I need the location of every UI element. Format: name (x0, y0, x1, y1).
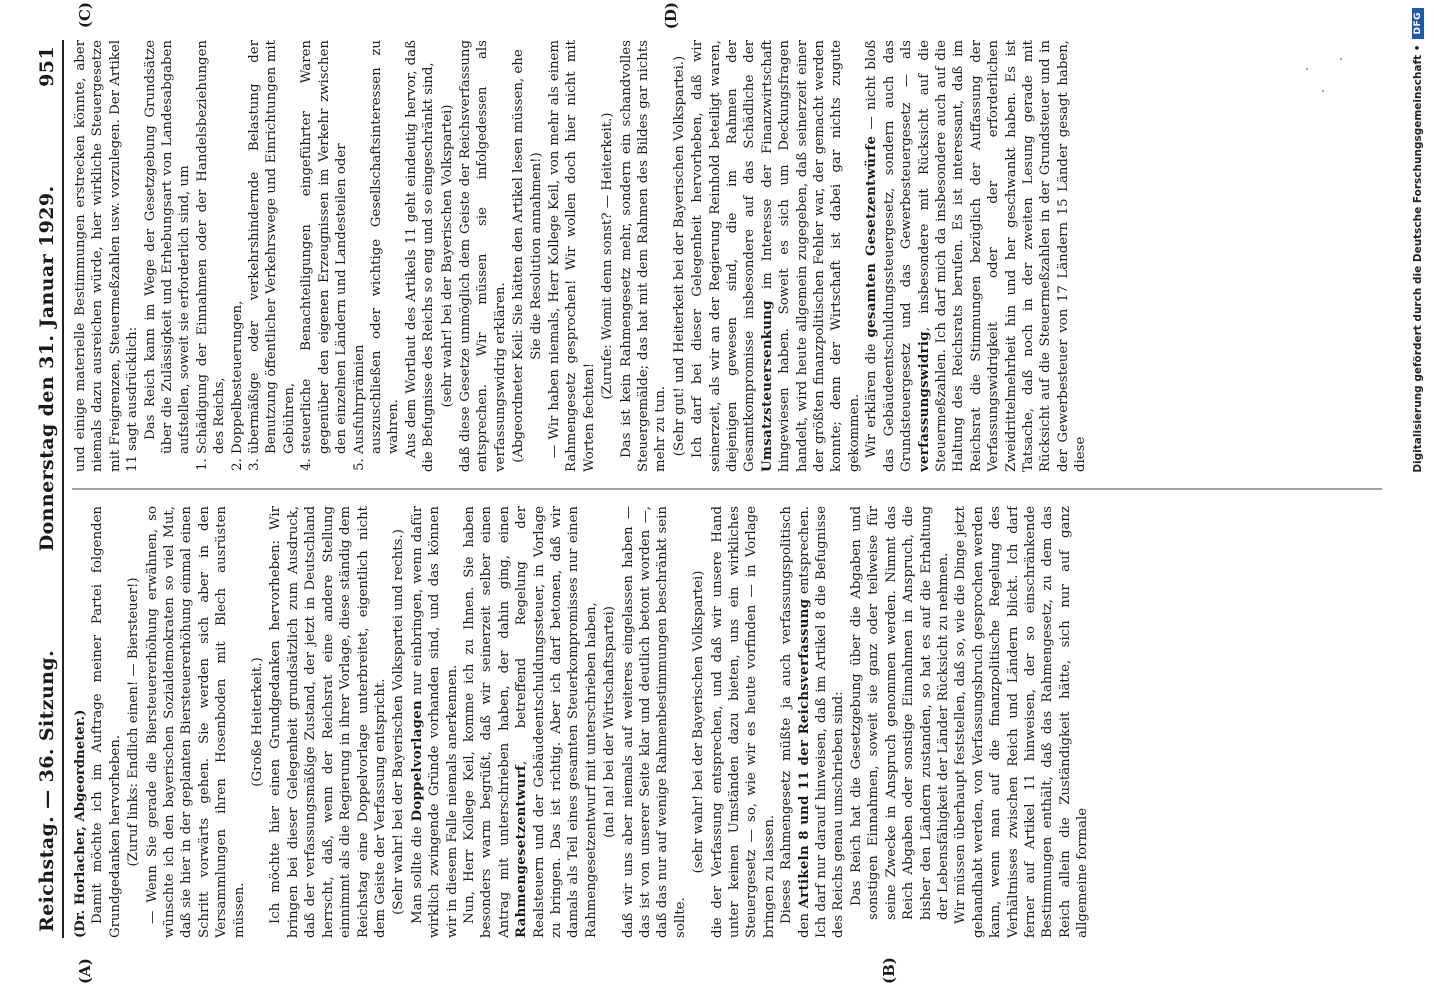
list-item: 4. steuerliche Benachteiligungen eingeführter Waren gegenüber den eigenen Erzeugnissen im Verkehr zwischen den einzelnen Ländern und Landesteilen oder (298, 40, 350, 454)
margin-marker-c: (C) (76, 2, 94, 29)
scan-speck (1340, 58, 1342, 60)
paragraph: Aus dem Wortlaut des Artikels 11 geht eindeutig hervor, daß die Befugnisse des Reichs so eng und so eingeschränkt sind, (403, 40, 437, 472)
credit-text: Digitalisierung gefördert durch die Deutsche Forschungsgemeinschaft • (1412, 44, 1424, 473)
page-header (36, 40, 64, 938)
margin-marker-a: (A) (76, 958, 94, 984)
text-run: Man sollte die (409, 821, 425, 924)
column-divider (72, 489, 1382, 490)
paragraph (778, 506, 848, 938)
quoted-article: Das Reich kann im Wege der Gesetzgebung Grundsätze über die Zulässigkeit und Erhebungsart von Landesabgaben aufstellen, soweit sie erforderlich sind, um (142, 40, 193, 454)
left-column (72, 506, 1382, 938)
header-left: Reichstag. — 36. Sitzung. (36, 649, 58, 932)
margin-marker-b: (B) (880, 957, 898, 984)
quoted-article: Das Reich hat die Gesetzgebung über die Abgaben und sonstigen Einnahmen, soweit sie ganz oder teilweise für seine Zwecke in Anspruch genommen werden. Nimmt das Reich Abgaben oder sonstige Einnahmen in Anspruch, die bisher den Ländern zustanden, so hat es auf die Erhaltung der Lebensfähigkeit der Länder Rücksicht zu nehmen. (848, 506, 951, 920)
paragraph: Wir müssen überhaupt feststellen, daß so, wie die Dinge jetzt gehandhabt werden, von Verfassungsbruch gesprochen werden kann, wenn man auf die finanzpolitische Regelung des Verhältnisses zwischen Reich und Ländern blickt. Ich darf ferner auf Artikel 11 hinweisen, der so einschränkende Bestimmungen enthält, daß das Rahmengesetz, zu dem das Reich allein die Zuständigkeit hätte, sich nur auf ganz allgemeine formale (953, 506, 1091, 938)
interjection: (Sehr wahr! bei der Bayerischen Volkspartei und rechts.) (391, 529, 407, 915)
list-item: 5. Ausfuhrprämien (351, 40, 368, 454)
paragraph: Ich möchte hier einen Grundgedanken hervorheben: Wir bringen bei dieser Gelegenheit grundsätzlich zum Ausdruck, daß der verfassungsmäßige Zustand, der jetzt in Deutschland herrscht, daß, wenn der Reichsrat eine andere Stellung einnimmt als die Regierung in ihrer Vorlage, diese ständig dem Reichstag eine Doppelvorlage unterbreitet, eigentlich nicht dem Geiste der Verfassung entspricht. (268, 506, 388, 938)
text-run: , insbesondere mit Rücksicht auf die Steuermeßzahlen. Ich darf mich da insbesondere auch auf die Haltung des Reichsrats berufen. Es ist interessant, daß im Reichsrat die Stimmungen bezüglich der Auffassung der Verfassungswidrigkeit oder der erforderlichen Zweidrittelmehrheit hin und her geschwankt haben. Es ist Tatsache, daß noch in der zweiten Lesung gerade mit Rücksicht auf die Steuermeßzahlen in der Grundsteuer und in der Gewerbesteuer von 17 Ländern 15 Länder gesagt haben, diese (916, 40, 1089, 472)
text-run: , betreffend Regelung der Realsteuern und der Gebäudeentschuldungssteuer, in Vorlage zu bringen. Das ist richtig. Aber ich darf betonen, daß wir damals als Teil eines gesamten Steuerkompromisses nur einen Rahmengesetzentwurf mit unterschrieben haben, (514, 506, 599, 938)
emphasis-term: Artikeln 8 und 11 der Reichsverfassung (796, 598, 812, 909)
text-run: Dieses Rahmengesetz müßte ja auch verfassungspolitisch den (779, 506, 812, 938)
interjection: (Große Heiterkeit.) (250, 657, 266, 787)
header-date: Donnerstag den 31. Januar 1929. (36, 185, 58, 552)
text-run: nur einbringen, wenn dafür wirklich zwingende Gründe vorhanden sind, und das können wir in diesem Falle niemals anerkennen. (409, 506, 460, 938)
article-list (194, 40, 368, 472)
emphasis-term: Rahmengesetzentwurf (514, 764, 530, 938)
text-run: Wir erklären die (864, 337, 880, 458)
emphasis-term: gesamten Gesetzentwürfe (864, 135, 880, 338)
emphasis-term: verfassungswidrig (916, 331, 932, 472)
list-item: 1. Schädigung der Einnahmen oder der Handelsbeziehungen des Reichs, (194, 40, 229, 454)
speaker-line: (Dr. Horlacher, Abgeordneter.) (73, 709, 88, 938)
interjection: (Zuruf links: Endlich einen! — Biersteuer!) (126, 577, 142, 867)
text-run: — nicht bloß das Gebäudeentschuldungssteuergesetz, sondern auch das Grundsteuergesetz und das Gewerbesteuergesetz — als (864, 40, 915, 472)
emphasis-term: Doppelvorlagen (409, 700, 425, 822)
paragraph (461, 506, 600, 938)
paragraph: — Wir haben niemals, Herr Kollege Keil, von mehr als einem Rahmengesetz gesprochen! Wir wollen doch hier nicht mit Worten fechten! (546, 40, 597, 472)
text-columns (72, 2, 1382, 984)
text-run: Ich darf bei dieser Gelegenheit hervorheben, daß wir seinerzeit, als wir an der Regierung Reinhold beteiligt waren, diejenigen gewesen sind, die im Rahmen der Gesamtkompromisse insbesondere auf das Schädliche der (690, 40, 758, 472)
paragraph: die der Verfassung entsprechen, und daß wir unsere Hand unter keinen Umständen dazu bieten, uns ein wirkliches Steuergesetz — so, wie wir es heute vorfinden — in Vorlage bringen zu lassen. (709, 506, 777, 938)
interjection: (sehr wahr! bei der Bayerischen Volkspartei) (691, 570, 707, 874)
emphasis-term: Umsatzsteuersenkung (759, 300, 775, 472)
paragraph: daß wir uns aber niemals auf weiteres eingelassen haben — das ist von unserer Seite klar und deutlich betont worden —, daß das nur auf wenige Rahmenbestimmungen beschränkt sein sollte. (620, 506, 688, 938)
paragraph (863, 40, 1089, 472)
paragraph (689, 40, 863, 472)
interjection: (Sehr gut! und Heiterkeit bei der Bayerischen Volkspartei.) (671, 55, 687, 457)
digitization-credit (1408, 8, 1428, 992)
quoted-article: auszuschließen oder wichtige Gesellschaftsinteressen zu wahren. (368, 40, 402, 454)
paragraph: und einige materielle Bestimmungen erstrecken könnte, aber niemals dazu ausreichen würde, hier wirkliche Steuergesetze mit Freigrenzen, Steuermeßzahlen usw. vorzulegen. Der Artikel 11 sagt ausdrücklich: (73, 40, 141, 472)
paragraph (409, 506, 461, 938)
scan-speck (1306, 68, 1308, 70)
paragraph: — Wenn Sie gerade die Biersteuererhöhung erwähnen, so wünschte ich den bayerischen Sozialdemokraten so viel Mut, daß sie hier in der geplanten Biersteuererhöhung einmal einen Schritt vorwärts gehen. Sie werden sich aber in den Versammlungen ihren Hosenboden mit Blech ausrüsten müssen. (144, 506, 247, 938)
scan-speck (1322, 90, 1324, 92)
right-column (72, 40, 1382, 472)
paragraph: daß diese Gesetze unmöglich dem Geiste der Reichsverfassung entsprechen. Wir müssen sie infolgedessen als verfassungswidrig erklären. (457, 40, 508, 472)
page-number: 951 (36, 46, 58, 87)
interjection: (sehr wahr! bei der Bayerischen Volkspartei) (439, 104, 455, 408)
dfg-logo: DFG (1412, 8, 1424, 39)
margin-marker-d: (D) (662, 2, 680, 30)
list-item: 2. Doppelbesteuerungen, (229, 40, 246, 454)
interjection: (na! na! bei der Wirtschaftspartei) (602, 606, 618, 838)
text-run: im Interesse der Finanzwirtschaft hingewiesen haben. Soweit es sich um Deckungsfragen handelt, wird heute allgemein zugegeben, daß seinerzeit einer der größten finanzpolitischen Fehler war, der gemacht werden konnte; denn der Wirtschaft ist dabei gar nichts zugute gekommen. (759, 40, 862, 472)
paragraph: Das ist kein Rahmengesetz mehr, sondern ein schandvolles Steuergemälde; das hat mit dem Rahmen des Bildes gar nichts mehr zu tun. (618, 40, 669, 472)
paragraph: Damit möchte ich im Auftrage meiner Partei folgenden Grundgedanken hervorheben. (90, 506, 123, 938)
interjection: (Zurufe: Womit denn sonst? — Heiterkeit.) (600, 112, 616, 400)
interjection: (Abgeordneter Keil: Sie hätten den Artikel lesen müssen, ehe Sie die Resolution annahmen!) (511, 49, 544, 463)
text-run: Nun, Herr Kollege Keil, komme ich zu Ihnen. Sie haben besonders warm begrüßt, daß wir seinerzeit selber einen Antrag mit unterschrieben haben, der dahin ging, einen (461, 506, 512, 938)
list-item: 3. übermäßige oder verkehrshindernde Belastung der Benutzung öffentlicher Verkehrswege und Einrichtungen mit Gebühren, (246, 40, 298, 454)
text-run: entsprechen. Ich darf nur darauf hinweisen, daß im Artikel 8 die Befugnisse des Reichs genau umschrieben sind: (796, 506, 847, 938)
